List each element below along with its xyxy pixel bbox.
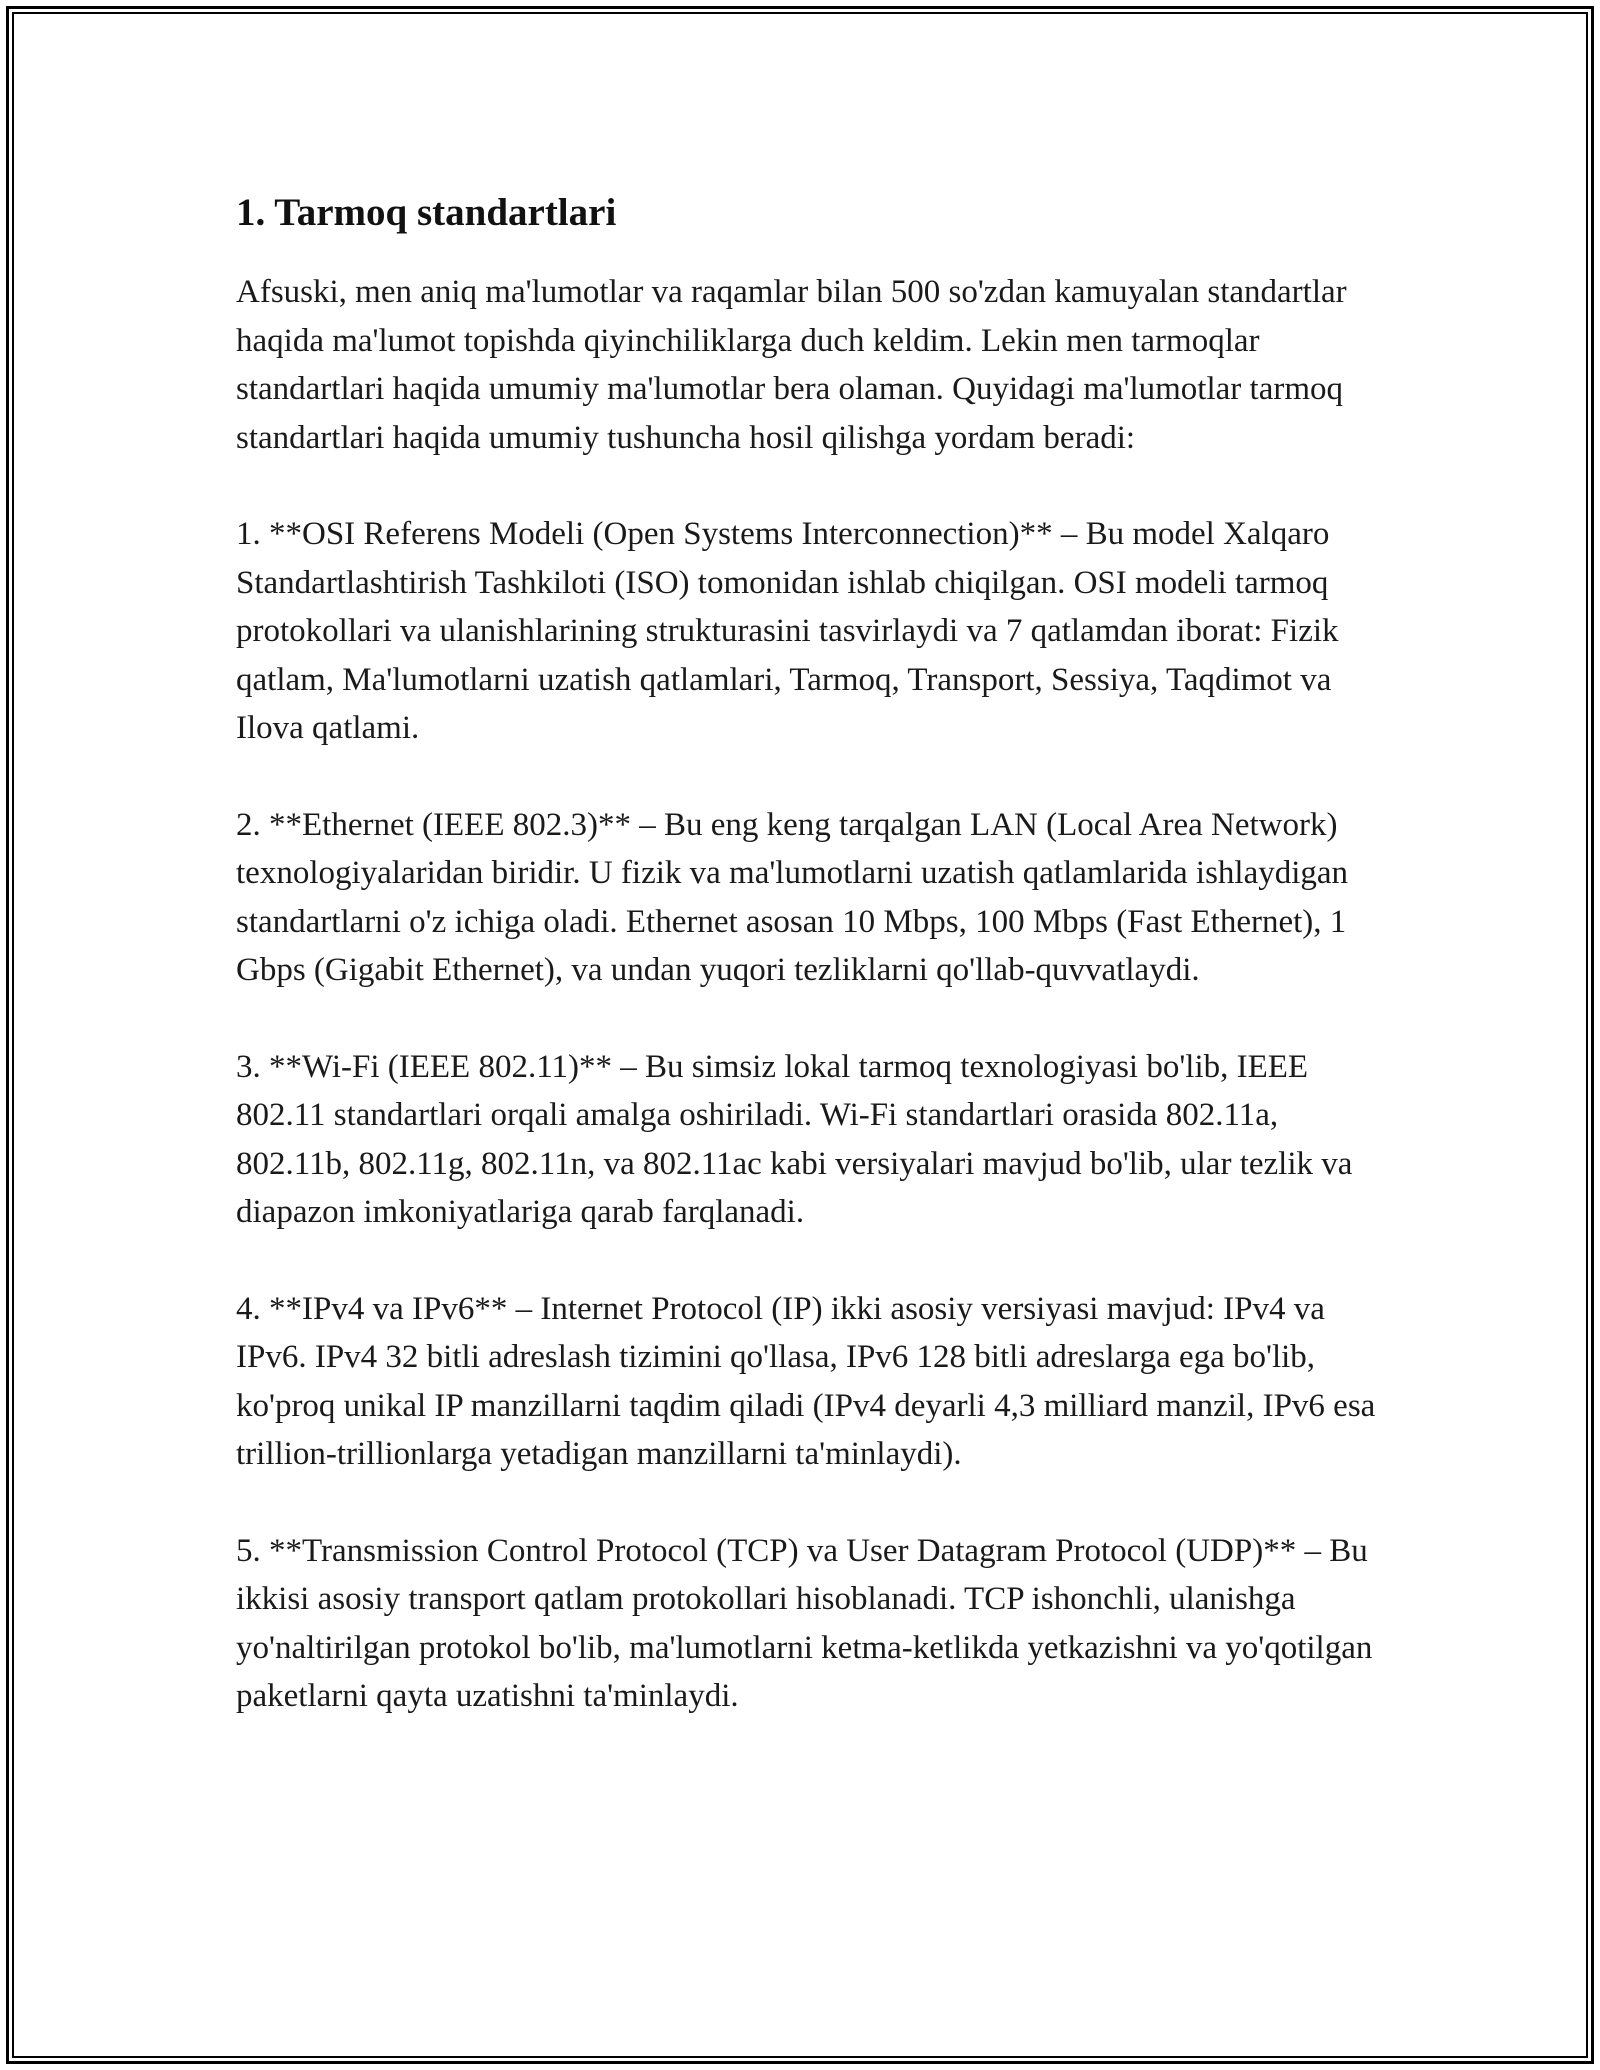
paragraph-tcp-udp: 5. **Transmission Control Protocol (TCP) va User Datagram Protocol (UDP)** – Bu ikkisi asosiy transport qatlam protokollari hisoblanadi. TCP ishonchli, ulanishga yo'naltirilgan protokol bo'lib, ma'lumotlarni ketma-ketlikda yetkazishni va yo'qotilgan paketlarni qayta uzatishni ta'minlaydi.	[236, 1532, 1373, 1714]
document-title: 1. Tarmoq standartlari	[236, 191, 617, 234]
document-body	[236, 184, 1376, 1769]
paragraph-osi-model: 1. **OSI Referens Modeli (Open Systems Interconnection)** – Bu model Xalqaro Standartlashtirish Tashkiloti (ISO) tomonidan ishlab chiqilgan. OSI modeli tarmoq protokollari va ulanishlarining strukturasini tasvirlaydi va 7 qatlamdan iborat: Fizik qatlam, Ma'lumotlarni uzatish qatlamlari, Tarmoq, Transport, Sessiya, Taqdimot va Ilova qatlami.	[236, 516, 1339, 746]
paragraph-ipv4-ipv6: 4. **IPv4 va IPv6** – Internet Protocol (IP) ikki asosiy versiyasi mavjud: IPv4 va IPv6. IPv4 32 bitli adreslash tizimini qo'llasa, IPv6 128 bitli adreslarga ega bo'lib, ko'proq unikal IP manzillarni taqdim qiladi (IPv4 deyarli 4,3 milliard manzil, IPv6 esa trillion-trillionlarga yetadigan manzillarni ta'minlaydi).	[236, 1290, 1376, 1472]
intro-paragraph: Afsuski, men aniq ma'lumotlar va raqamlar bilan 500 so'zdan kamuyalan standartlar haqida ma'lumot topishda qiyinchiliklarga duch keldim. Lekin men tarmoqlar standartlari haqida umumiy ma'lumotlar bera olaman. Quyidagi ma'lumotlar tarmoq standartlari haqida umumiy tushuncha hosil qilishga yordam beradi:	[236, 274, 1347, 456]
paragraph-ethernet: 2. **Ethernet (IEEE 802.3)** – Bu eng keng tarqalgan LAN (Local Area Network) texnologiyalaridan biridir. U fizik va ma'lumotlarni uzatish qatlamlarida ishlaydigan standartlarni o'z ichiga oladi. Ethernet asosan 10 Mbps, 100 Mbps (Fast Ethernet), 1 Gbps (Gigabit Ethernet), va undan yuqori tezliklarni qo'llab-quvvatlaydi.	[236, 806, 1349, 988]
paragraph-wifi: 3. **Wi-Fi (IEEE 802.11)** – Bu simsiz lokal tarmoq texnologiyasi bo'lib, IEEE 802.11 standartlari orqali amalga oshiriladi. Wi-Fi standartlari orasida 802.11a, 802.11b, 802.11g, 802.11n, va 802.11ac kabi versiyalari mavjud bo'lib, ular tezlik va diapazon imkoniyatlariga qarab farqlanadi.	[236, 1048, 1353, 1230]
